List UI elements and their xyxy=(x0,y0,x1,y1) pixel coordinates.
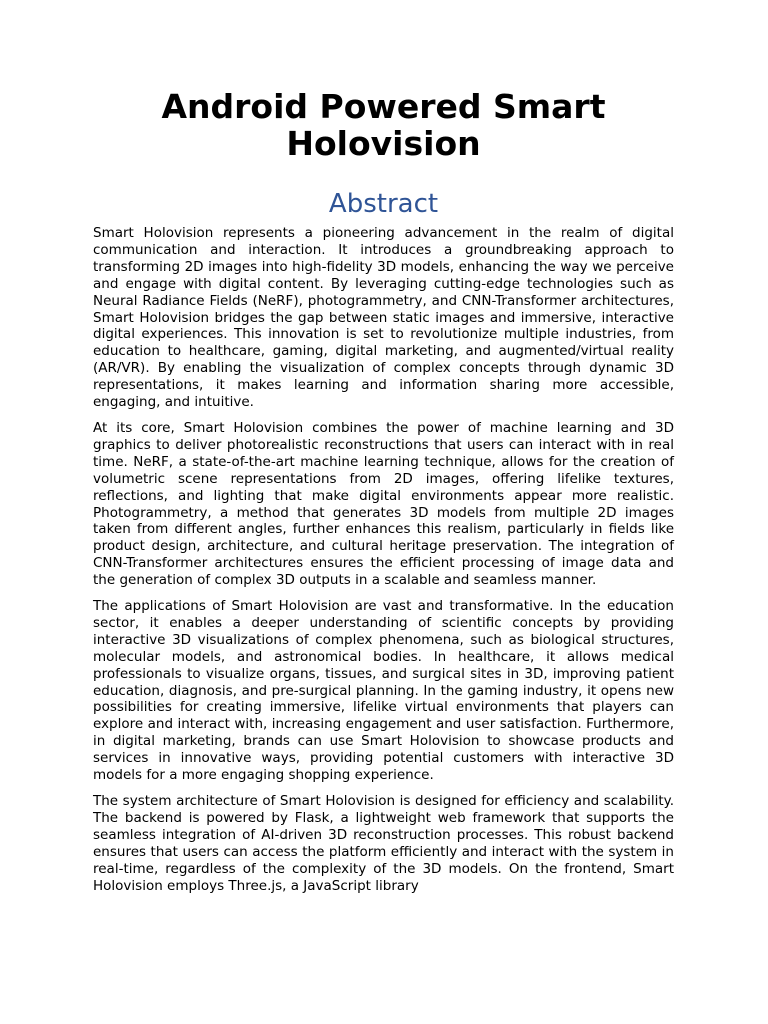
abstract-heading: Abstract xyxy=(328,189,439,219)
paragraph: Smart Holovision represents a pioneering advancement in the realm of digital communication and interaction. It introduces a groundbreaking approach to transforming 2D images into high-fidelity 3D models, enhancing the way we perceive and engage with digital content. By leveraging cutting-edge technologies such as Neural Radiance Fields (NeRF), photogrammetry, and CNN-Transformer architectures, Smart Holovision bridges the gap between static images and immersive, interactive digital experiences. This innovation is set to revolutionize multiple industries, from education to healthcare, gaming, digital marketing, and augmented/virtual reality (AR/VR). By enabling the visualization of complex concepts through dynamic 3D representations, it makes learning and information sharing more accessible, engaging, and intuitive. xyxy=(93,225,674,411)
paragraph: At its core, Smart Holovision combines the power of machine learning and 3D graphics to deliver photorealistic reconstructions that users can interact with in real time. NeRF, a state-of-the-art machine learning technique, allows for the creation of volumetric scene representations from 2D images, offering lifelike textures, reflections, and lighting that make digital environments appear more realistic. Photogrammetry, a method that generates 3D models from multiple 2D images taken from different angles, further enhances this realism, particularly in fields like product design, architecture, and cultural heritage preservation. The integration of CNN-Transformer architectures ensures the efficient processing of image data and the generation of complex 3D outputs in a scalable and seamless manner. xyxy=(93,419,674,589)
document-title: Android Powered Smart Holovision xyxy=(161,87,606,163)
paragraph: The applications of Smart Holovision are vast and transformative. In the education sector, it enables a deeper understanding of scientific concepts by providing interactive 3D visualizations of complex phenomena, such as biological structures, molecular models, and astronomical bodies. In healthcare, it allows medical professionals to visualize organs, tissues, and surgical sites in 3D, improving patient education, diagnosis, and pre-surgical planning. In the gaming industry, it opens new possibilities for creating immersive, lifelike virtual environments that players can explore and interact with, increasing engagement and user satisfaction. Furthermore, in digital marketing, brands can use Smart Holovision to showcase products and services in innovative ways, providing potential customers with interactive 3D models for a more engaging shopping experience. xyxy=(93,598,674,784)
paragraph: The system architecture of Smart Holovision is designed for efficiency and scalability. The backend is powered by Flask, a lightweight web framework that supports the seamless integration of AI-driven 3D reconstruction processes. This robust backend ensures that users can access the platform efficiently and interact with the system in real-time, regardless of the complexity of the 3D models. On the frontend, Smart Holovision employs Three.js, a JavaScript library xyxy=(93,793,674,894)
abstract-body xyxy=(93,225,674,903)
